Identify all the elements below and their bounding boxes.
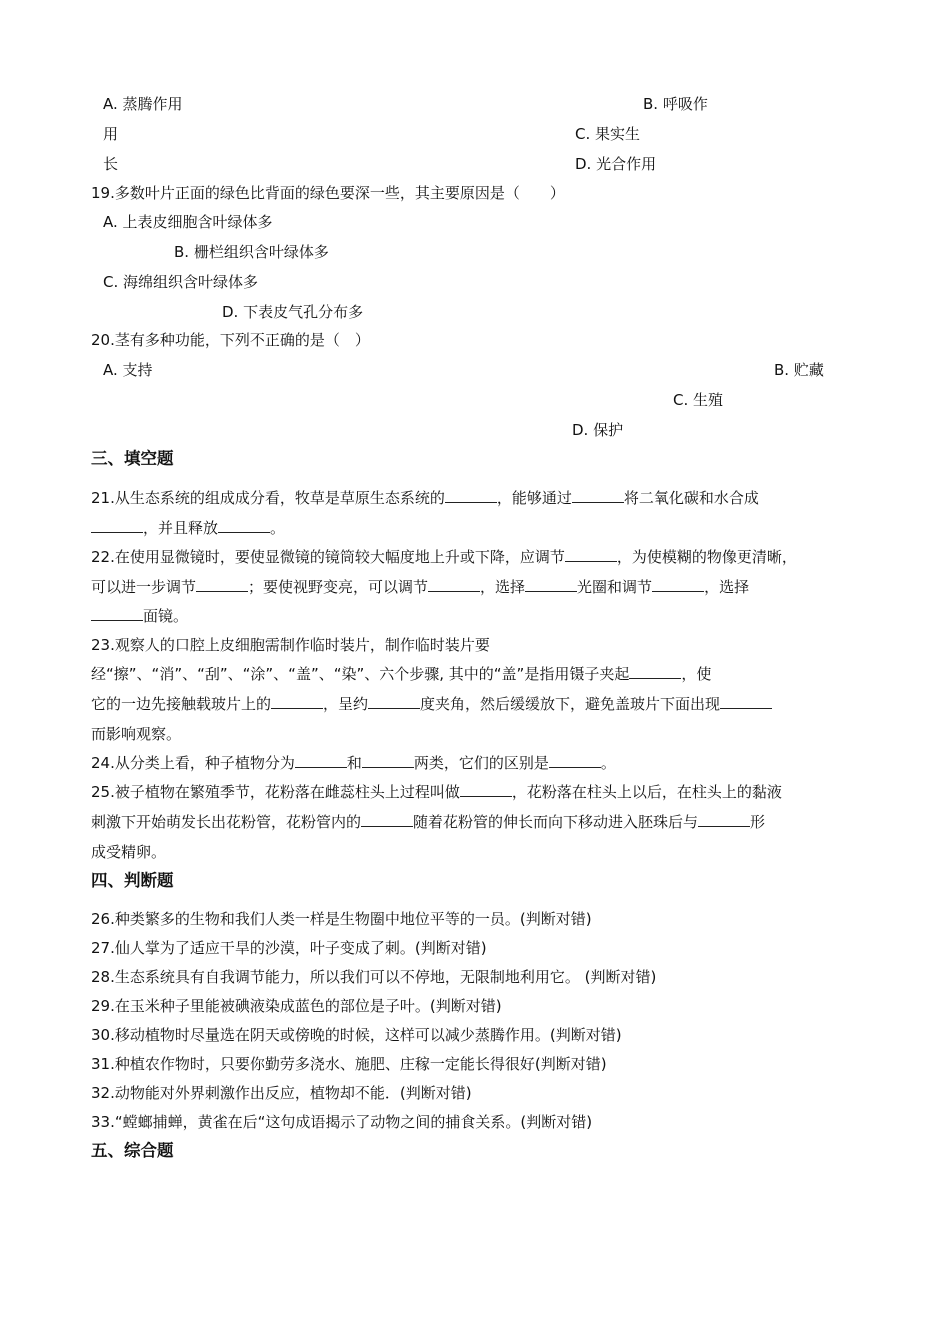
q23-line-2: 经“擦”、“消”、“刮”、“涂”、“盖”、“染”、六个步骤, 其中的“盖”是指用镊子夹起 ，使 [91, 665, 712, 683]
answer-blank[interactable] [218, 518, 270, 533]
q25-line-2: 刺激下开始萌发长出花粉管，花粉管内的 随着花粉管的伸长而向下移动进入胚珠后与 形 [91, 813, 766, 831]
answer-blank[interactable] [549, 753, 601, 768]
q20-option-c: C. 生殖 [673, 391, 724, 409]
answer-blank[interactable] [565, 547, 617, 562]
q23-line-4: 而影响观察。 [91, 725, 182, 743]
q31: 31.种植农作物时，只要你勤劳多浇水、施肥、庄稼一定能长得很好(判断对错) [91, 1055, 607, 1073]
q19-option-c: C. 海绵组织含叶绿体多 [103, 273, 259, 291]
q20-option-b: B. 贮藏 [774, 361, 824, 379]
q18-option-d: D. 光合作用 [575, 155, 657, 173]
q30: 30.移动植物时尽量选在阴天或傍晚的时候，这样可以减少蒸腾作用。(判断对错) [91, 1026, 622, 1044]
answer-blank[interactable] [362, 753, 414, 768]
q18-option-c-wrap: 长 [103, 155, 119, 173]
answer-blank[interactable] [196, 577, 248, 592]
q18-option-b-wrap: 用 [103, 125, 119, 143]
q22-line-3: 面镜。 [91, 606, 188, 626]
q25-line-3: 成受精卵。 [91, 843, 167, 861]
answer-blank[interactable] [720, 694, 772, 709]
q26: 26.种类繁多的生物和我们人类一样是生物圈中地位平等的一员。(判断对错) [91, 910, 592, 928]
section-5-title: 五、综合题 [91, 1141, 174, 1160]
q32: 32.动物能对外界刺激作出反应，植物却不能．(判断对错) [91, 1084, 472, 1102]
q27: 27.仙人掌为了适应干旱的沙漠，叶子变成了刺。(判断对错) [91, 939, 487, 957]
q21-line-2: ，并且释放 。 [91, 518, 285, 538]
section-3-title: 三、填空题 [91, 449, 174, 468]
answer-blank[interactable] [652, 577, 704, 592]
q19-stem: 19.多数叶片正面的绿色比背面的绿色要深一些，其主要原因是（ ） [91, 184, 565, 202]
answer-blank[interactable] [91, 518, 143, 533]
answer-blank[interactable] [445, 488, 497, 503]
answer-blank[interactable] [91, 606, 143, 621]
section-4-title: 四、判断题 [91, 871, 174, 890]
q18-option-b: B. 呼吸作 [643, 95, 708, 113]
q20-option-a: A. 支持 [103, 361, 153, 379]
answer-blank[interactable] [428, 577, 480, 592]
q19-option-b: B. 栅栏组织含叶绿体多 [174, 243, 329, 261]
q22-line-2: 可以进一步调节 ；要使视野变亮，可以调节 ，选择 光圈和调节 ，选择 [91, 578, 750, 596]
q28: 28.生态系统具有自我调节能力，所以我们可以不停地，无限制地利用它。 (判断对错) [91, 968, 657, 986]
q29: 29.在玉米种子里能被碘液染成蓝色的部位是子叶。(判断对错) [91, 997, 502, 1015]
q23-line-3: 它的一边先接触载玻片上的 ，呈约 度夹角，然后缓缓放下，避免盖玻片下面出现 [91, 694, 772, 714]
answer-blank[interactable] [460, 782, 512, 797]
q23-line-1: 23.观察人的口腔上皮细胞需制作临时装片，制作临时装片要 [91, 636, 490, 654]
q25-line-1: 25.被子植物在繁殖季节，花粉落在雌蕊柱头上过程叫做 ，花粉落在柱头上以后，在柱头上的黏液 [91, 783, 782, 801]
q18-option-c: C. 果实生 [575, 125, 641, 143]
answer-blank[interactable] [295, 753, 347, 768]
q24-line-1: 24.从分类上看，种子植物分为 和 两类，它们的区别是 。 [91, 754, 616, 772]
q22-line-1: 22.在使用显微镜时，要使显微镜的镜筒较大幅度地上升或下降，应调节 ，为使模糊的物像更清晰， [91, 548, 797, 566]
q19-option-d: D. 下表皮气孔分布多 [222, 303, 364, 321]
q20-stem: 20.茎有多种功能，下列不正确的是（ ） [91, 331, 370, 349]
answer-blank[interactable] [368, 694, 420, 709]
q20-option-d: D. 保护 [572, 421, 624, 439]
answer-blank[interactable] [525, 577, 577, 592]
answer-blank[interactable] [361, 812, 413, 827]
q33: 33.“螳螂捕蝉，黄雀在后“这句成语揭示了动物之间的捕食关系。(判断对错) [91, 1113, 593, 1131]
answer-blank[interactable] [572, 488, 624, 503]
q19-option-a: A. 上表皮细胞含叶绿体多 [103, 213, 273, 231]
q18-option-a: A. 蒸腾作用 [103, 95, 183, 113]
answer-blank[interactable] [629, 664, 681, 679]
q21-line-1: 21.从生态系统的组成成分看，牧草是草原生态系统的 ，能够通过 将二氧化碳和水合成 [91, 489, 759, 507]
answer-blank[interactable] [271, 694, 323, 709]
answer-blank[interactable] [698, 812, 750, 827]
